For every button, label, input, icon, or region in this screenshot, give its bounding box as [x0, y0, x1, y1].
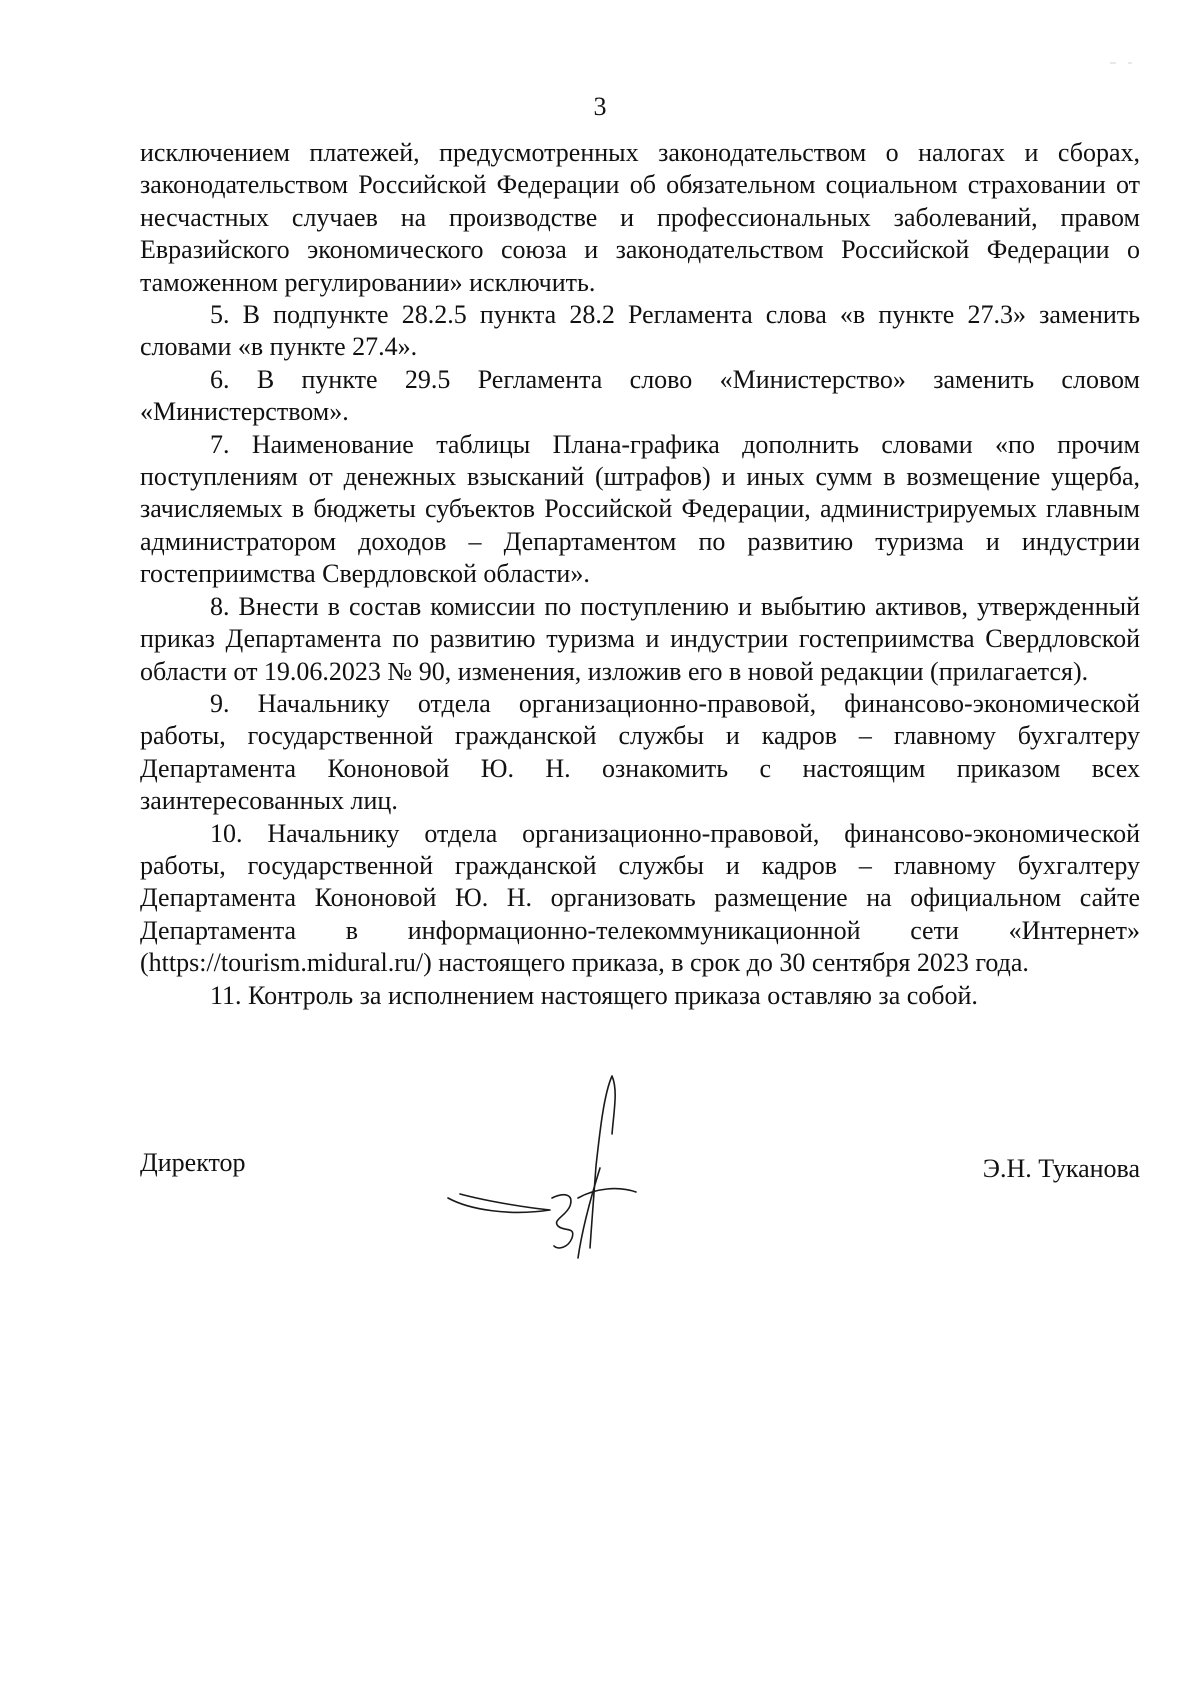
paragraph-item-11: 11. Контроль за исполнением настоящего приказа оставляю за собой. — [210, 980, 978, 1010]
paragraph-item-5: 5. В подпункте 28.2.5 пункта 28.2 Регламента слова «в пункте 27.3» заменить словами «в пункте 27.4». — [140, 300, 1140, 362]
paragraph-item-9: 9. Начальнику отдела организационно-правовой, финансово-экономической работы, государственной гражданской службы и кадров – главному бухгалтеру Департамента Кононовой Ю. Н. ознакомить с настоящим приказом всех заинтересованных лиц. — [140, 688, 1140, 816]
document-body — [140, 137, 1140, 1012]
signer-name: Э.Н. Туканова — [982, 1154, 1140, 1183]
scan-artifact — [1110, 52, 1140, 56]
paragraph-item-10: 10. Начальнику отдела организационно-правовой, финансово-экономической работы, государственной гражданской службы и кадров – главному бухгалтеру Департамента Кононовой Ю. Н. организовать размещение на официальном сайте Департамента в информационно-телекоммуникационной сети «Интернет» (https://tourism.midural.ru/) настоящего приказа, в срок до 30 сентября 2023 года. — [140, 818, 1140, 978]
paragraph-item-6: 6. В пункте 29.5 Регламента слово «Министерство» заменить словом «Министерством». — [140, 364, 1140, 427]
paragraph-item-7: 7. Наименование таблицы Плана-графика дополнить словами «по прочим поступлениям от денежных взысканий (штрафов) и иных сумм в возмещение ущерба, зачисляемых в бюджеты субъектов Российской Федерации, администрируемых главным администратором доходов – Департаментом по развитию туризма и индустрии гостеприимства Свердловской области». — [140, 429, 1140, 589]
signature-block — [140, 1148, 1140, 1188]
paragraph-continuation: исключением платежей, предусмотренных законодательством о налогах и сборах, законодательством Российской Федерации об обязательном социальном страховании от несчастных случаев на производстве и профессиональных заболеваний, правом Евразийского экономического союза и законодательством Российской Федерации о таможенном регулировании» исключить. — [140, 138, 1140, 297]
page-number: 3 — [593, 92, 607, 121]
signer-position: Директор — [140, 1148, 246, 1177]
paragraph-item-8: 8. Внести в состав комиссии по поступлению и выбытию активов, утвержденный приказ Департамента по развитию туризма и индустрии гостеприимства Свердловской области от 19.06.2023 № 90, изменения, изложив его в новой редакции (прилагается). — [140, 591, 1140, 686]
